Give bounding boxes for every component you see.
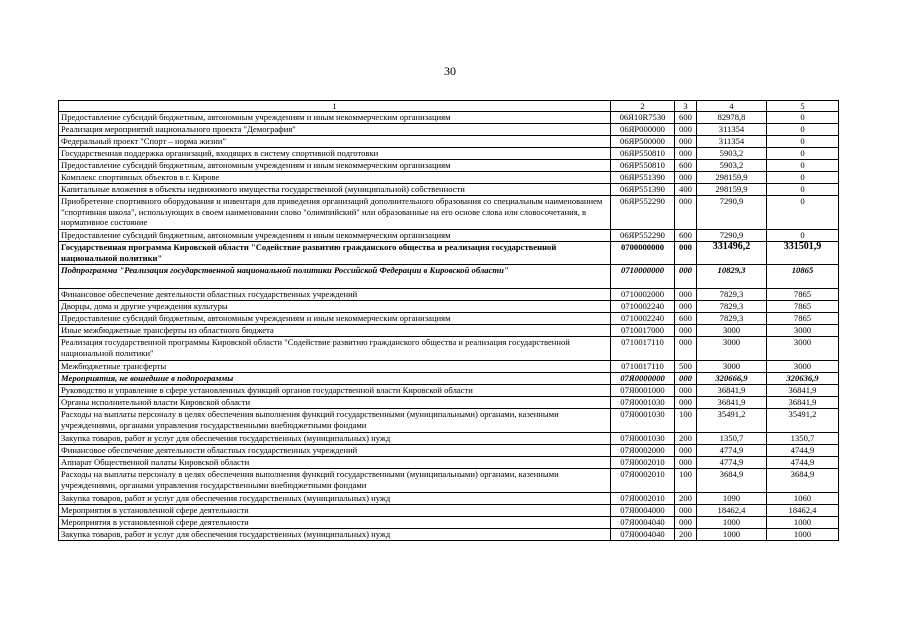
row-value-cell: 3000: [767, 361, 839, 373]
row-name-cell: Иные межбюджетные трансферты из областного бюджета: [59, 325, 611, 337]
row-value-cell: 35491,2: [767, 409, 839, 433]
row-value-cell: 3000: [767, 325, 839, 337]
row-value-cell: 7865: [767, 289, 839, 301]
row-value-cell: 3000: [697, 325, 767, 337]
row-value-cell: 82978,8: [697, 112, 767, 124]
row-type-cell: 600: [675, 160, 697, 172]
row-type-cell: 600: [675, 112, 697, 124]
header-cell: 4: [697, 101, 767, 112]
row-value-cell: 1000: [697, 529, 767, 541]
table-row: [59, 242, 839, 265]
row-code-cell: 0700000000: [611, 242, 675, 265]
table-row: [59, 325, 839, 337]
header-cell: 5: [767, 101, 839, 112]
row-value-cell: 298159,9: [697, 172, 767, 184]
table-header-row: [59, 101, 839, 112]
row-type-cell: 000: [675, 385, 697, 397]
row-name-cell: Дворцы, дома и другие учреждения культуры: [59, 301, 611, 313]
row-type-cell: 000: [675, 301, 697, 313]
row-value-cell: 0: [767, 230, 839, 242]
row-name-cell: Финансовое обеспечение деятельности областных государственных учреждений: [59, 445, 611, 457]
row-name-cell: Межбюджетные трансферты: [59, 361, 611, 373]
table-row: [59, 493, 839, 505]
row-code-cell: 06ЯР552290: [611, 196, 675, 230]
row-type-cell: 000: [675, 505, 697, 517]
table-row: [59, 160, 839, 172]
row-value-cell: 36841,9: [697, 397, 767, 409]
row-value-cell: 331501,9: [767, 242, 839, 265]
table-row: [59, 172, 839, 184]
row-type-cell: 000: [675, 124, 697, 136]
row-code-cell: 07Я0004000: [611, 505, 675, 517]
row-code-cell: 07Я0002010: [611, 457, 675, 469]
table-row: [59, 289, 839, 301]
row-value-cell: 5903,2: [697, 160, 767, 172]
row-value-cell: 3000: [767, 337, 839, 361]
header-cell: 3: [675, 101, 697, 112]
row-type-cell: 200: [675, 493, 697, 505]
row-value-cell: 0: [767, 172, 839, 184]
row-value-cell: 3684,9: [697, 469, 767, 493]
row-code-cell: 0710017000: [611, 325, 675, 337]
row-code-cell: 06ЯР550810: [611, 148, 675, 160]
row-code-cell: 07Я0001030: [611, 409, 675, 433]
row-value-cell: 7290,9: [697, 230, 767, 242]
row-type-cell: 000: [675, 265, 697, 289]
row-name-cell: Предоставление субсидий бюджетным, автономным учреждениям и иным некоммерческим организациям: [59, 160, 611, 172]
table-row: [59, 136, 839, 148]
row-name-cell: Закупка товаров, работ и услуг для обеспечения государственных (муниципальных) нужд: [59, 529, 611, 541]
row-name-cell: Мероприятия в установленной сфере деятельности: [59, 517, 611, 529]
row-type-cell: 600: [675, 230, 697, 242]
row-name-cell: Предоставление субсидий бюджетным, автономным учреждениям и иным некоммерческим организациям: [59, 230, 611, 242]
row-type-cell: 000: [675, 196, 697, 230]
budget-table: [58, 100, 839, 541]
row-value-cell: 0: [767, 124, 839, 136]
row-code-cell: 0710002000: [611, 289, 675, 301]
row-code-cell: 0710002240: [611, 313, 675, 325]
row-type-cell: 600: [675, 313, 697, 325]
row-type-cell: 000: [675, 289, 697, 301]
table-row: [59, 337, 839, 361]
row-value-cell: 1060: [767, 493, 839, 505]
row-value-cell: 36841,9: [767, 397, 839, 409]
row-value-cell: 5903,2: [697, 148, 767, 160]
row-code-cell: 0710002240: [611, 301, 675, 313]
row-name-cell: Федеральный проект "Спорт – норма жизни": [59, 136, 611, 148]
row-type-cell: 100: [675, 409, 697, 433]
row-code-cell: 06Я10R7530: [611, 112, 675, 124]
row-value-cell: 3000: [697, 337, 767, 361]
table-row: [59, 529, 839, 541]
row-value-cell: 320666,9: [697, 373, 767, 385]
table-row: [59, 445, 839, 457]
row-code-cell: 07Я0004040: [611, 517, 675, 529]
row-value-cell: 36841,9: [697, 385, 767, 397]
row-value-cell: 1350,7: [767, 433, 839, 445]
row-value-cell: 36841,9: [767, 385, 839, 397]
row-code-cell: 06ЯР550810: [611, 160, 675, 172]
row-value-cell: 1090: [697, 493, 767, 505]
row-type-cell: 000: [675, 136, 697, 148]
row-value-cell: 7829,3: [697, 301, 767, 313]
row-code-cell: 06ЯР552290: [611, 230, 675, 242]
row-type-cell: 000: [675, 445, 697, 457]
table-row: [59, 469, 839, 493]
table-row: [59, 313, 839, 325]
row-type-cell: 400: [675, 184, 697, 196]
table-row: [59, 112, 839, 124]
row-value-cell: 0: [767, 148, 839, 160]
table-row: [59, 409, 839, 433]
row-code-cell: 06ЯР551390: [611, 172, 675, 184]
row-type-cell: 000: [675, 517, 697, 529]
row-code-cell: 0710000000: [611, 265, 675, 289]
row-name-cell: Государственная поддержка организаций, входящих в систему спортивной подготовки: [59, 148, 611, 160]
table-row: [59, 148, 839, 160]
row-value-cell: 7829,3: [697, 313, 767, 325]
row-value-cell: 4744,9: [767, 457, 839, 469]
row-value-cell: 3000: [697, 361, 767, 373]
row-value-cell: 7865: [767, 313, 839, 325]
row-code-cell: 06ЯР551390: [611, 184, 675, 196]
row-value-cell: 0: [767, 112, 839, 124]
header-cell: 2: [611, 101, 675, 112]
row-name-cell: Мероприятия, не вошедшие в подпрограммы: [59, 373, 611, 385]
row-code-cell: 07Я0001030: [611, 397, 675, 409]
row-name-cell: Аппарат Общественной палаты Кировской области: [59, 457, 611, 469]
row-type-cell: 200: [675, 433, 697, 445]
row-value-cell: 320636,9: [767, 373, 839, 385]
row-value-cell: 1350,7: [697, 433, 767, 445]
table-row: [59, 457, 839, 469]
row-name-cell: Закупка товаров, работ и услуг для обеспечения государственных (муниципальных) нужд: [59, 493, 611, 505]
row-code-cell: 07Я0001030: [611, 433, 675, 445]
row-name-cell: Руководство и управление в сфере установленных функций органов государственной власти Кировской области: [59, 385, 611, 397]
row-code-cell: 07Я0002010: [611, 493, 675, 505]
table-row: [59, 265, 839, 289]
row-value-cell: 18462,4: [697, 505, 767, 517]
table-row: [59, 505, 839, 517]
table-row: [59, 517, 839, 529]
row-type-cell: 000: [675, 172, 697, 184]
row-type-cell: 100: [675, 469, 697, 493]
row-name-cell: Расходы на выплаты персоналу в целях обеспечения выполнения функций государственными (муниципальными) органами, казенными учреждениями, органами управления государственными внебюджетными фондами: [59, 469, 611, 493]
row-name-cell: Приобретение спортивного оборудования и инвентаря для приведения организаций дополнительного образования со специальным наименованием "спортивная школа", использующих в своем наименовании слово "олимпийский" или образованные на его основе слова или словосочетания, в нормативное состояние: [59, 196, 611, 230]
row-type-cell: 000: [675, 325, 697, 337]
row-code-cell: 06ЯР000000: [611, 124, 675, 136]
row-name-cell: Подпрограмма "Реализация государственной национальной политики Российской Федерации в Кировской области": [59, 265, 611, 289]
row-value-cell: 0: [767, 136, 839, 148]
row-value-cell: 7290,9: [697, 196, 767, 230]
row-code-cell: 0710017110: [611, 337, 675, 361]
row-type-cell: 000: [675, 457, 697, 469]
table-row: [59, 184, 839, 196]
row-value-cell: 0: [767, 184, 839, 196]
header-cell: 1: [59, 101, 611, 112]
row-name-cell: Комплекс спортивных объектов в г. Кирове: [59, 172, 611, 184]
row-value-cell: 311354: [697, 124, 767, 136]
row-name-cell: Закупка товаров, работ и услуг для обеспечения государственных (муниципальных) нужд: [59, 433, 611, 445]
row-code-cell: 07Я0000000: [611, 373, 675, 385]
row-value-cell: 0: [767, 160, 839, 172]
row-name-cell: Предоставление субсидий бюджетным, автономным учреждениям и иным некоммерческим организациям: [59, 112, 611, 124]
row-value-cell: 298159,9: [697, 184, 767, 196]
row-type-cell: 000: [675, 373, 697, 385]
row-code-cell: 07Я0002000: [611, 445, 675, 457]
table-row: [59, 196, 839, 230]
row-value-cell: 0: [767, 196, 839, 230]
table-row: [59, 124, 839, 136]
row-code-cell: 0710017110: [611, 361, 675, 373]
row-name-cell: Предоставление субсидий бюджетным, автономным учреждениям и иным некоммерческим организациям: [59, 313, 611, 325]
row-name-cell: Финансовое обеспечение деятельности областных государственных учреждений: [59, 289, 611, 301]
row-code-cell: 07Я0001000: [611, 385, 675, 397]
row-value-cell: 311354: [697, 136, 767, 148]
row-name-cell: Мероприятия в установленной сфере деятельности: [59, 505, 611, 517]
table-row: [59, 230, 839, 242]
row-name-cell: Расходы на выплаты персоналу в целях обеспечения выполнения функций государственными (муниципальными) органами, казенными учреждениями, органами управления государственными внебюджетными фондами: [59, 409, 611, 433]
row-type-cell: 000: [675, 397, 697, 409]
row-type-cell: 000: [675, 337, 697, 361]
row-name-cell: Органы исполнительной власти Кировской области: [59, 397, 611, 409]
row-type-cell: 200: [675, 529, 697, 541]
row-value-cell: 10865: [767, 265, 839, 289]
row-type-cell: 500: [675, 361, 697, 373]
row-value-cell: 35491,2: [697, 409, 767, 433]
row-name-cell: Государственная программа Кировской области "Содействие развитию гражданского общества и реализация государственной национальной политики": [59, 242, 611, 265]
row-value-cell: 4774,9: [697, 457, 767, 469]
row-value-cell: 18462,4: [767, 505, 839, 517]
row-value-cell: 1000: [767, 529, 839, 541]
row-code-cell: 06ЯР500000: [611, 136, 675, 148]
row-value-cell: 4774,9: [697, 445, 767, 457]
table-row: [59, 301, 839, 313]
row-type-cell: 000: [675, 148, 697, 160]
row-value-cell: 7829,3: [697, 289, 767, 301]
row-name-cell: Капитальные вложения в объекты недвижимого имущества государственной (муниципальной) собственности: [59, 184, 611, 196]
page-number: 30: [444, 64, 456, 78]
row-value-cell: 3684,9: [767, 469, 839, 493]
row-value-cell: 1000: [767, 517, 839, 529]
row-name-cell: Реализация государственной программы Кировской области "Содействие развитию гражданского общества и реализация государственной национальной политики": [59, 337, 611, 361]
row-type-cell: 000: [675, 242, 697, 265]
row-value-cell: 4744,9: [767, 445, 839, 457]
row-code-cell: 07Я0002010: [611, 469, 675, 493]
row-code-cell: 07Я0004040: [611, 529, 675, 541]
row-value-cell: 7865: [767, 301, 839, 313]
table-row: [59, 433, 839, 445]
row-value-cell: 10829,3: [697, 265, 767, 289]
row-value-cell: 1000: [697, 517, 767, 529]
row-name-cell: Реализация мероприятий национального проекта "Демография": [59, 124, 611, 136]
table-row: [59, 397, 839, 409]
row-value-cell: 331496,2: [697, 242, 767, 265]
table-row: [59, 361, 839, 373]
table-row: [59, 385, 839, 397]
table-row: [59, 373, 839, 385]
